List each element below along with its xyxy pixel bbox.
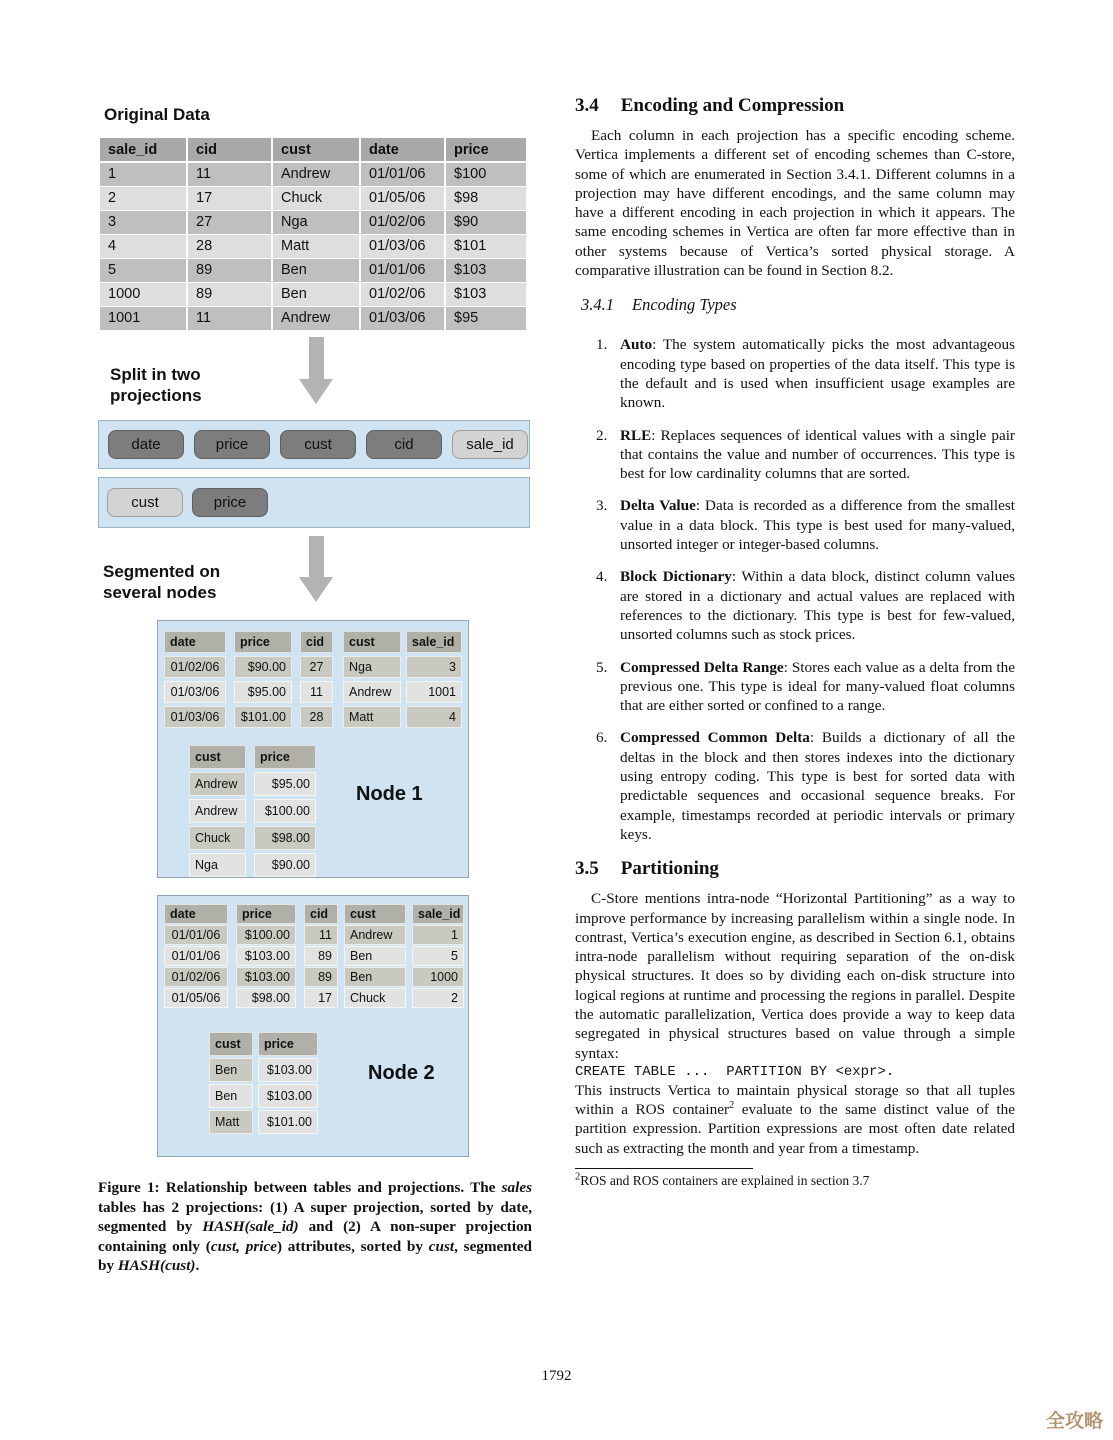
table-cell: 4 xyxy=(406,706,462,728)
table-cell: 1000 xyxy=(100,283,188,307)
table-cell: $101.00 xyxy=(258,1110,318,1134)
table-cell: $100 xyxy=(446,163,528,187)
table-cell: Nga xyxy=(343,656,401,678)
encoding-types-list xyxy=(575,335,1015,844)
table-cell: $100.00 xyxy=(254,799,316,823)
page-number: 1792 xyxy=(541,1368,572,1384)
table-cell: 01/01/06 xyxy=(361,163,446,187)
table-header: date xyxy=(361,138,446,163)
table-cell: $100.00 xyxy=(236,925,296,945)
column-pill-cust: cust xyxy=(280,430,356,459)
table-cell: $103 xyxy=(446,259,528,283)
table-cell: $103.00 xyxy=(236,946,296,966)
table-cell: 1 xyxy=(100,163,188,187)
sql-syntax-line: CREATE TABLE ... PARTITION BY <expr>. xyxy=(575,1063,895,1080)
node2-label: Node 2 xyxy=(368,1062,435,1084)
node2-sub-price-column: price $103.00 $103.00 $101.00 xyxy=(258,1032,318,1136)
table-cell: Andrew xyxy=(189,772,246,796)
column-pill-cust: cust xyxy=(107,488,183,517)
table-cell: Andrew xyxy=(189,799,246,823)
table-cell: 2 xyxy=(412,988,464,1008)
table-cell: Ben xyxy=(273,259,361,283)
table-cell: 01/03/06 xyxy=(361,235,446,259)
table-cell: Ben xyxy=(273,283,361,307)
table-cell: $95.00 xyxy=(254,772,316,796)
table-cell: 5 xyxy=(100,259,188,283)
table-cell: $95.00 xyxy=(234,681,292,703)
node2-date-column: date 01/01/06 01/01/06 01/02/06 01/05/06 xyxy=(164,904,228,1009)
table-cell: 3 xyxy=(100,211,188,235)
node1-cid-column: cid 27 11 28 xyxy=(300,631,333,731)
table-cell: Andrew xyxy=(273,307,361,331)
table-cell: 01/03/06 xyxy=(361,307,446,331)
table-cell: Nga xyxy=(189,853,246,877)
table-cell: Matt xyxy=(209,1110,253,1134)
table-cell: $98.00 xyxy=(254,826,316,850)
table-cell: Matt xyxy=(343,706,401,728)
table-cell: 11 xyxy=(188,163,273,187)
table-cell: 28 xyxy=(188,235,273,259)
original-data-label: Original Data xyxy=(104,105,210,124)
table-cell: Ben xyxy=(209,1058,253,1082)
table-cell: $103 xyxy=(446,283,528,307)
node1-price-column: price $90.00 $95.00 $101.00 xyxy=(234,631,292,731)
down-arrow-icon xyxy=(299,536,333,602)
table-cell: Andrew xyxy=(344,925,406,945)
table-cell: 11 xyxy=(304,925,338,945)
list-item: 2. RLE: Replaces sequences of identical values with a single pair that contains the value and number of occurrences. This type is best for low cardinality columns that are sorted. xyxy=(596,426,1015,483)
non-super-projection-box xyxy=(98,477,530,528)
table-cell: 01/03/06 xyxy=(164,706,226,728)
column-pill-price: price xyxy=(192,488,268,517)
list-item: 5. Compressed Delta Range: Stores each value as a delta from the previous one. This type is ideal for many-valued float columns that are either sorted or confined to a range. xyxy=(596,658,1015,715)
table-cell: 89 xyxy=(304,946,338,966)
node2-cust-column: cust Andrew Ben Ben Chuck xyxy=(344,904,406,1009)
table-cell: 01/01/06 xyxy=(164,925,228,945)
table-cell: 4 xyxy=(100,235,188,259)
table-cell: 01/02/06 xyxy=(164,656,226,678)
table-header: cid xyxy=(188,138,273,163)
column-pill-date: date xyxy=(108,430,184,459)
node1-cust-column: cust Nga Andrew Matt xyxy=(343,631,401,731)
table-cell: 89 xyxy=(304,967,338,987)
table-cell: $98.00 xyxy=(236,988,296,1008)
table-cell: Matt xyxy=(273,235,361,259)
node1-sale-id-column: sale_id 3 1001 4 xyxy=(406,631,462,731)
list-item: 3. Delta Value: Data is recorded as a difference from the smallest value in a data block. This type is best used for many-valued, unsorted integer or integer-based columns. xyxy=(596,497,1015,554)
table-cell: $103.00 xyxy=(258,1058,318,1082)
table-cell: 11 xyxy=(300,681,333,703)
table-cell: 01/02/06 xyxy=(361,283,446,307)
table-cell: Nga xyxy=(273,211,361,235)
table-header: sale_id xyxy=(100,138,188,163)
table-cell: 28 xyxy=(300,706,333,728)
table-cell: Ben xyxy=(344,967,406,987)
list-item: 4. Block Dictionary: Within a data block, distinct column values are stored in a dictionary and actual values are replaced with references to the dictionary. This type is best for few-valued, unsorted columns such as stock prices. xyxy=(596,568,1015,644)
table-cell: Andrew xyxy=(273,163,361,187)
table-header: price xyxy=(446,138,528,163)
footnote: $^2$ROS and ROS containers are explained in section 3.7 xyxy=(575,1171,870,1189)
original-data-table xyxy=(100,138,528,331)
table-cell: 1000 xyxy=(412,967,464,987)
column-pill-sale-id: sale_id xyxy=(452,430,528,459)
node1-sub-cust-column: cust Andrew Andrew Chuck Nga xyxy=(189,745,246,880)
table-cell: Andrew xyxy=(343,681,401,703)
text-column xyxy=(575,94,1015,1189)
table-header: cust xyxy=(273,138,361,163)
list-item: 1. Auto: The system automatically picks the most advantageous encoding type based on properties of the data itself. This type is the default and is used when insufficient usage examples are known. xyxy=(596,336,1015,412)
column-pill-cid: cid xyxy=(366,430,442,459)
super-projection-box xyxy=(98,420,530,469)
split-projections-label: Split in two projections xyxy=(110,365,202,405)
table-cell: Chuck xyxy=(189,826,246,850)
table-cell: 1 xyxy=(412,925,464,945)
table-cell: 01/03/06 xyxy=(164,681,226,703)
table-cell: 89 xyxy=(188,259,273,283)
figure-caption: Figure 1: Relationship between tables and projections. The sales tables has 2 projections: (1) A super projection, sorted by date, segmented by HASH(sale_id) and (2) A non-super projection containing only (cust, price) attributes, sorted by cust, segmented by HASH(cust). xyxy=(98,1179,532,1275)
watermark-text: 全攻略 xyxy=(1045,1410,1103,1432)
table-cell: 2 xyxy=(100,187,188,211)
node2-sale-id-column: sale_id 1 5 1000 2 xyxy=(412,904,464,1009)
node1-date-column: date 01/02/06 01/03/06 01/03/06 xyxy=(164,631,226,731)
footnote-reference: 2 xyxy=(729,1100,735,1112)
down-arrow-icon xyxy=(299,337,333,404)
section-heading-3-4: 3.4 Encoding and Compression xyxy=(575,95,845,116)
table-cell: $90.00 xyxy=(254,853,316,877)
node2-sub-cust-column: cust Ben Ben Matt xyxy=(209,1032,253,1136)
table-cell: $101.00 xyxy=(234,706,292,728)
table-cell: $101 xyxy=(446,235,528,259)
table-cell: $103.00 xyxy=(236,967,296,987)
table-cell: 01/02/06 xyxy=(164,967,228,987)
node2-panel xyxy=(157,895,469,1157)
paragraph: This instructs Vertica to maintain physical storage so that all tuples within a ROS container$^2$ evaluate to the same distinct value of the partition expression. Partition expressions are most often date related such as extracting the month and year from a timestamp. xyxy=(575,1081,1015,1157)
table-cell: 1001 xyxy=(406,681,462,703)
table-cell: 01/05/06 xyxy=(361,187,446,211)
section-heading-3-5: 3.5 Partitioning xyxy=(575,858,719,880)
node2-cid-column: cid 11 89 89 17 xyxy=(304,904,338,1009)
node1-panel xyxy=(157,620,469,878)
table-cell: 17 xyxy=(304,988,338,1008)
table-cell: 3 xyxy=(406,656,462,678)
table-cell: $98 xyxy=(446,187,528,211)
footnote-rule xyxy=(575,1168,753,1169)
table-cell: 01/02/06 xyxy=(361,211,446,235)
table-cell: $90 xyxy=(446,211,528,235)
table-cell: $90.00 xyxy=(234,656,292,678)
table-cell: Ben xyxy=(209,1084,253,1108)
list-item: 6. Compressed Common Delta: Builds a dictionary of all the deltas in the block and then stores indexes into the dictionary using entropy coding. This type is best for sorted data with predictable sequences and occasional sequence breaks. For example, timestamps recorded at periodic intervals or primary keys. xyxy=(596,729,1015,843)
subsection-heading-3-4-1: 3.4.1 Encoding Types xyxy=(581,295,737,315)
table-cell: 89 xyxy=(188,283,273,307)
table-cell: Chuck xyxy=(344,988,406,1008)
table-cell: 01/05/06 xyxy=(164,988,228,1008)
table-cell: 1001 xyxy=(100,307,188,331)
node1-sub-price-column: price $95.00 $100.00 $98.00 $90.00 xyxy=(254,745,316,880)
table-cell: 27 xyxy=(300,656,333,678)
table-cell: 01/01/06 xyxy=(164,946,228,966)
paragraph: Each column in each projection has a specific encoding scheme. Vertica implements a different set of encoding schemes than C-store, some of which are enumerated in Section 3.4.1. Different columns in a projection may have different encodings, and the same column may have a different encoding in each projection in which it appears. The same encoding schemes in Vertica are often far more effective than in other systems because of Vertica’s sorted physical storage. A comparative illustration can be found in Section 8.2. xyxy=(575,127,1015,280)
table-cell: 17 xyxy=(188,187,273,211)
column-pill-price: price xyxy=(194,430,270,459)
table-cell: $95 xyxy=(446,307,528,331)
table-cell: Chuck xyxy=(273,187,361,211)
table-cell: 5 xyxy=(412,946,464,966)
table-cell: Ben xyxy=(344,946,406,966)
node2-price-column: price $100.00 $103.00 $103.00 $98.00 xyxy=(236,904,296,1009)
segmented-nodes-label: Segmented on several nodes xyxy=(103,562,221,602)
table-cell: 27 xyxy=(188,211,273,235)
table-cell: 01/01/06 xyxy=(361,259,446,283)
table-cell: 11 xyxy=(188,307,273,331)
node1-label: Node 1 xyxy=(356,783,423,805)
paragraph: C-Store mentions intra-node “Horizontal Partitioning” as a way to improve performance by increasing parallelism within a single node. In contrast, Vertica’s execution engine, as described in Section 6.1, obtains intra-node parallelism without requiring separation of the on-disk physical structures. It does so by dividing each on-disk structure into logical regions at runtime and processing the regions in parallel. Despite the automatic parallelization, Vertica does provide a way to keep data segregated in physical structures based on value through a simple syntax: xyxy=(575,890,1015,1062)
table-cell: $103.00 xyxy=(258,1084,318,1108)
